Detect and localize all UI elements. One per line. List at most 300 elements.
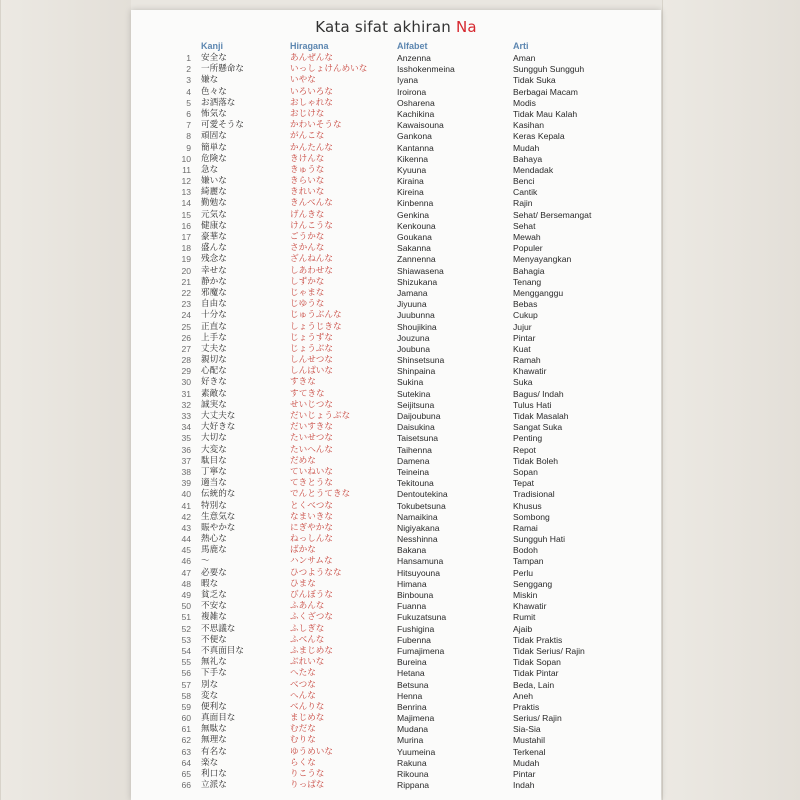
row-number: 26 — [181, 332, 191, 343]
title-main: Kata sifat akhiran — [315, 18, 451, 36]
vocab-row — [131, 713, 661, 724]
row-number: 60 — [181, 713, 191, 724]
arti-cell: Mudah — [513, 757, 540, 768]
hiragana-cell: なまいきな — [290, 511, 333, 522]
row-number: 51 — [181, 612, 191, 623]
vocab-row — [131, 243, 661, 254]
arti-cell: Tepat — [513, 478, 535, 489]
kanji-cell: 必要な — [201, 567, 227, 578]
vocab-row — [131, 176, 661, 187]
arti-cell: Penting — [513, 433, 543, 444]
kanji-cell: 豪華な — [201, 232, 227, 242]
vocab-row — [131, 467, 661, 478]
kanji-cell: 暇な — [201, 578, 219, 589]
row-number: 54 — [181, 645, 191, 656]
vocab-row — [131, 635, 661, 646]
vocab-row — [131, 98, 661, 109]
hiragana-cell: せいじつな — [290, 399, 333, 410]
row-number: 32 — [181, 399, 191, 410]
vocab-row — [131, 456, 661, 467]
hiragana-cell: かんたんな — [290, 142, 333, 153]
row-number: 7 — [186, 120, 191, 131]
alfabet-cell: Kikenna — [397, 153, 429, 164]
vocab-row — [131, 64, 661, 75]
vocab-row — [131, 187, 661, 198]
arti-cell: Tidak Mau Kalah — [513, 108, 578, 119]
hiragana-cell: ふべんな — [290, 634, 325, 645]
kanji-cell: 伝統的な — [201, 489, 236, 500]
hiragana-cell: きらいな — [290, 176, 325, 187]
alfabet-cell: Juubunna — [397, 310, 435, 321]
kanji-cell: 有名な — [201, 746, 227, 757]
kanji-cell: 綺麗な — [201, 187, 227, 198]
page-title — [131, 18, 661, 36]
arti-cell: Bebas — [513, 299, 538, 310]
vocab-row — [131, 523, 661, 534]
kanji-cell: 親切な — [201, 355, 227, 366]
vocab-row — [131, 680, 661, 691]
row-number: 45 — [181, 545, 191, 556]
vocab-row — [131, 489, 661, 500]
alfabet-cell: Isshokenmeina — [397, 64, 455, 75]
arti-cell: Mudah — [513, 142, 540, 153]
hiragana-cell: だいじょうぶな — [290, 411, 351, 421]
row-number: 4 — [186, 86, 191, 97]
row-number: 56 — [181, 668, 191, 679]
arti-cell: Aman — [513, 53, 536, 63]
vocab-row — [131, 75, 661, 86]
vocab-row — [131, 87, 661, 98]
vocab-row — [131, 221, 661, 232]
arti-cell: Sehat — [513, 220, 536, 231]
hiragana-cell: ふまじめな — [290, 645, 333, 656]
vocab-row — [131, 780, 661, 791]
arti-cell: Tidak Serius/ Rajin — [513, 645, 585, 656]
kanji-cell: 貧乏な — [201, 590, 227, 600]
header-alfabet: Alfabet — [397, 41, 428, 51]
vocab-row — [131, 322, 661, 333]
hiragana-cell: ごうかな — [290, 232, 325, 242]
kanji-cell: 頑固な — [201, 131, 227, 142]
vocab-row — [131, 501, 661, 512]
kanji-cell: 大変な — [201, 444, 227, 455]
alfabet-cell: Iroirona — [397, 86, 427, 97]
wood-plank — [662, 0, 800, 800]
kanji-cell: 盛んな — [201, 243, 227, 254]
kanji-cell: 変な — [201, 690, 219, 701]
row-number: 64 — [181, 757, 191, 768]
kanji-cell: 危険な — [201, 153, 227, 164]
alfabet-cell: Kyuuna — [397, 164, 427, 175]
alfabet-cell: Nesshinna — [397, 534, 438, 545]
row-number: 28 — [181, 355, 191, 366]
vocab-row — [131, 377, 661, 388]
wood-plank — [0, 0, 131, 800]
row-number: 48 — [181, 578, 191, 589]
hiragana-cell: ハンサムな — [290, 556, 333, 567]
vocab-row — [131, 344, 661, 355]
vocab-row — [131, 266, 661, 277]
kanji-cell: 静かな — [201, 276, 227, 287]
row-number: 49 — [181, 590, 191, 600]
row-number: 53 — [181, 634, 191, 645]
kanji-cell: 立派な — [201, 780, 227, 791]
alfabet-cell: Anzenna — [397, 53, 431, 63]
row-number: 21 — [181, 276, 191, 287]
arti-cell: Kasihan — [513, 120, 545, 131]
hiragana-cell: でんとうてきな — [290, 489, 351, 500]
row-number: 13 — [181, 187, 191, 198]
row-number: 63 — [181, 746, 191, 757]
vocab-row — [131, 601, 661, 612]
arti-cell: Pintar — [513, 769, 536, 779]
arti-cell: Ramah — [513, 355, 541, 366]
alfabet-cell: Dentoutekina — [397, 489, 448, 500]
vocab-row — [131, 165, 661, 176]
kanji-cell: 自由な — [201, 299, 227, 310]
hiragana-cell: りっぱな — [290, 780, 325, 791]
row-number: 27 — [181, 343, 191, 354]
vocab-row — [131, 400, 661, 411]
vocab-row — [131, 232, 661, 243]
arti-cell: Modis — [513, 97, 536, 108]
row-number: 17 — [181, 232, 191, 242]
hiragana-cell: じゃまな — [290, 287, 325, 298]
row-number: 40 — [181, 489, 191, 500]
row-number: 6 — [186, 108, 191, 119]
alfabet-cell: Shinsetsuna — [397, 355, 445, 366]
row-number: 1 — [186, 53, 191, 63]
kanji-cell: 元気な — [201, 209, 227, 220]
vocab-row — [131, 624, 661, 635]
vocab-row — [131, 512, 661, 523]
hiragana-cell: ふしぎな — [290, 623, 325, 634]
kanji-cell: 幸せな — [201, 265, 227, 276]
alfabet-cell: Fushigina — [397, 623, 435, 634]
paper-sheet — [131, 10, 661, 800]
row-number: 14 — [181, 198, 191, 209]
kanji-cell: 健康な — [201, 220, 227, 231]
vocab-row — [131, 568, 661, 579]
arti-cell: Ramai — [513, 522, 538, 533]
arti-cell: Tradisional — [513, 489, 555, 500]
arti-cell: Terkenal — [513, 746, 546, 757]
row-number: 46 — [181, 556, 191, 567]
hiragana-cell: あんぜんな — [290, 53, 333, 63]
arti-cell: Kuat — [513, 343, 531, 354]
kanji-cell: 別な — [201, 679, 219, 690]
vocab-row — [131, 288, 661, 299]
arti-cell: Bahaya — [513, 153, 543, 164]
alfabet-cell: Kachikina — [397, 108, 435, 119]
row-number: 23 — [181, 299, 191, 310]
row-number: 22 — [181, 287, 191, 298]
vocab-list — [131, 53, 661, 791]
hiragana-cell: じゅうぶんな — [290, 310, 342, 321]
hiragana-cell: むりな — [290, 735, 316, 746]
hiragana-cell: ねっしんな — [290, 534, 333, 545]
row-number: 42 — [181, 511, 191, 522]
header-arti: Arti — [513, 41, 529, 51]
hiragana-cell: ふくざつな — [290, 612, 333, 623]
vocab-row — [131, 389, 661, 400]
alfabet-cell: Hansamuna — [397, 556, 444, 567]
arti-cell: Tidak Masalah — [513, 411, 569, 421]
vocab-row — [131, 277, 661, 288]
alfabet-cell: Fumajimena — [397, 645, 445, 656]
vocab-row — [131, 433, 661, 444]
kanji-cell: 大好きな — [201, 422, 236, 433]
alfabet-cell: Rikouna — [397, 769, 429, 779]
arti-cell: Praktis — [513, 701, 540, 712]
arti-cell: Jujur — [513, 321, 532, 332]
row-number: 36 — [181, 444, 191, 455]
arti-cell: Serius/ Rajin — [513, 713, 562, 724]
arti-cell: Cukup — [513, 310, 538, 321]
arti-cell: Miskin — [513, 590, 538, 600]
vocab-row — [131, 411, 661, 422]
vocab-row — [131, 53, 661, 64]
row-number: 34 — [181, 422, 191, 433]
vocab-row — [131, 758, 661, 769]
kanji-cell: 便利な — [201, 701, 227, 712]
alfabet-cell: Henna — [397, 690, 423, 701]
kanji-cell: 不思議な — [201, 623, 236, 634]
hiragana-cell: ていねいな — [290, 466, 333, 477]
vocab-row — [131, 657, 661, 668]
row-number: 44 — [181, 534, 191, 545]
arti-cell: Senggang — [513, 578, 553, 589]
vocab-row — [131, 299, 661, 310]
row-number: 16 — [181, 220, 191, 231]
kanji-cell: 大丈夫な — [201, 411, 236, 421]
hiragana-cell: じょうずな — [290, 332, 333, 343]
row-number: 9 — [186, 142, 191, 153]
row-number: 5 — [186, 97, 191, 108]
alfabet-cell: Daisukina — [397, 422, 435, 433]
arti-cell: Tulus Hati — [513, 399, 552, 410]
hiragana-cell: かわいそうな — [290, 120, 342, 131]
hiragana-cell: おじけな — [290, 108, 325, 119]
arti-cell: Tidak Boleh — [513, 455, 559, 466]
alfabet-cell: Seijitsuna — [397, 399, 435, 410]
hiragana-cell: いっしょけんめいな — [290, 64, 368, 75]
arti-cell: Repot — [513, 444, 536, 455]
alfabet-cell: Sutekina — [397, 388, 431, 399]
alfabet-cell: Rippana — [397, 780, 430, 791]
arti-cell: Benci — [513, 176, 535, 187]
arti-cell: Tidak Sopan — [513, 657, 561, 668]
arti-cell: Populer — [513, 243, 543, 254]
kanji-cell: 丈夫な — [201, 343, 227, 354]
row-number: 19 — [181, 254, 191, 265]
alfabet-cell: Yuumeina — [397, 746, 436, 757]
arti-cell: Keras Kepala — [513, 131, 565, 142]
kanji-cell: 真面目な — [201, 713, 236, 724]
vocab-row — [131, 724, 661, 735]
vocab-row — [131, 702, 661, 713]
vocab-row — [131, 590, 661, 601]
kanji-cell: 嫌な — [201, 75, 219, 86]
row-number: 11 — [182, 164, 191, 175]
arti-cell: Bodoh — [513, 545, 538, 556]
hiragana-cell: しんぱいな — [290, 366, 333, 377]
arti-cell: Bagus/ Indah — [513, 388, 564, 399]
kanji-cell: 素敵な — [201, 388, 227, 399]
kanji-cell: 正直な — [201, 321, 227, 332]
alfabet-cell: Fuanna — [397, 601, 427, 612]
row-number: 58 — [181, 690, 191, 701]
alfabet-cell: Jouzuna — [397, 332, 430, 343]
vocab-row — [131, 210, 661, 221]
hiragana-cell: ふあんな — [290, 601, 325, 612]
kanji-cell: 無駄な — [201, 724, 227, 735]
vocab-row — [131, 556, 661, 567]
hiragana-cell: ゆうめいな — [290, 746, 333, 757]
alfabet-cell: Kinbenna — [397, 198, 434, 209]
alfabet-cell: Hitsuyouna — [397, 567, 440, 578]
hiragana-cell: ばかな — [290, 545, 316, 556]
hiragana-cell: ざんねんな — [290, 254, 333, 265]
alfabet-cell: Binbouna — [397, 590, 434, 600]
arti-cell: Tidak Pintar — [513, 668, 559, 679]
arti-cell: Aneh — [513, 690, 534, 701]
row-number: 15 — [181, 209, 191, 220]
vocab-row — [131, 120, 661, 131]
row-number: 59 — [181, 701, 191, 712]
kanji-cell: 複雑な — [201, 612, 227, 623]
kanji-cell: 可愛そうな — [201, 120, 244, 131]
row-number: 55 — [181, 657, 191, 668]
vocab-row — [131, 333, 661, 344]
kanji-cell: 下手な — [201, 668, 227, 679]
row-number: 52 — [181, 623, 191, 634]
kanji-cell: 安全な — [201, 53, 227, 63]
hiragana-cell: すてきな — [290, 388, 325, 399]
hiragana-cell: おしゃれな — [290, 97, 333, 108]
kanji-cell: 特別な — [201, 500, 227, 511]
row-number: 29 — [181, 366, 191, 377]
vocab-row — [131, 668, 661, 679]
kanji-cell: 簡単な — [201, 142, 227, 153]
row-number: 37 — [181, 455, 191, 466]
vocab-row — [131, 579, 661, 590]
alfabet-cell: Shizukana — [397, 276, 438, 287]
hiragana-cell: いろいろな — [290, 86, 333, 97]
row-number: 50 — [181, 601, 191, 612]
alfabet-cell: Majimena — [397, 713, 435, 724]
hiragana-cell: ひまな — [290, 578, 316, 589]
vocab-row — [131, 366, 661, 377]
kanji-cell: 馬鹿な — [201, 545, 227, 556]
row-number: 31 — [181, 388, 191, 399]
hiragana-cell: びんぼうな — [290, 590, 333, 600]
vocab-row — [131, 534, 661, 545]
kanji-cell: 上手な — [201, 332, 227, 343]
hiragana-cell: らくな — [290, 757, 316, 768]
alfabet-cell: Sakanna — [397, 243, 431, 254]
alfabet-cell: Bureina — [397, 657, 427, 668]
alfabet-cell: Himana — [397, 578, 427, 589]
kanji-cell: 賑やかな — [201, 522, 236, 533]
hiragana-cell: たいせつな — [290, 433, 333, 444]
hiragana-cell: すきな — [290, 377, 316, 388]
arti-cell: Ajaib — [513, 623, 533, 634]
row-number: 24 — [181, 310, 191, 321]
alfabet-cell: Iyana — [397, 75, 419, 86]
kanji-cell: 不真面目な — [201, 645, 244, 656]
arti-cell: Sangat Suka — [513, 422, 563, 433]
arti-cell: Sopan — [513, 466, 538, 477]
hiragana-cell: きけんな — [290, 153, 325, 164]
hiragana-cell: しあわせな — [290, 265, 333, 276]
row-number: 30 — [181, 377, 191, 388]
vocab-row — [131, 545, 661, 556]
alfabet-cell: Jamana — [397, 287, 428, 298]
row-number: 41 — [181, 500, 191, 511]
alfabet-cell: Bakana — [397, 545, 427, 556]
arti-cell: Pintar — [513, 332, 536, 343]
vocab-row — [131, 198, 661, 209]
kanji-cell: 生意気な — [201, 511, 236, 522]
kanji-cell: 丁寧な — [201, 466, 227, 477]
kanji-cell: 駄目な — [201, 455, 227, 466]
vocab-row — [131, 355, 661, 366]
alfabet-cell: Kiraina — [397, 176, 424, 187]
arti-cell: Indah — [513, 780, 535, 791]
arti-cell: Sungguh Sungguh — [513, 64, 585, 75]
kanji-cell: ～ — [201, 556, 210, 567]
alfabet-cell: Shoujikina — [397, 321, 437, 332]
hiragana-cell: けんこうな — [290, 220, 333, 231]
alfabet-cell: Osharena — [397, 97, 435, 108]
row-number: 38 — [181, 466, 191, 477]
arti-cell: Berbagai Macam — [513, 86, 578, 97]
arti-cell: Tidak Suka — [513, 75, 556, 86]
hiragana-cell: だいすきな — [290, 422, 333, 433]
alfabet-cell: Genkina — [397, 209, 430, 220]
hiragana-cell: むだな — [290, 724, 316, 735]
kanji-cell: 好きな — [201, 377, 227, 388]
hiragana-cell: がんこな — [290, 131, 325, 142]
kanji-cell: お洒落な — [201, 97, 236, 108]
hiragana-cell: まじめな — [290, 713, 325, 724]
hiragana-cell: へんな — [290, 690, 316, 701]
hiragana-cell: いやな — [290, 75, 316, 86]
alfabet-cell: Namaikina — [397, 511, 438, 522]
kanji-cell: 不便な — [201, 634, 227, 645]
arti-cell: Khawatir — [513, 366, 547, 377]
alfabet-cell: Goukana — [397, 232, 432, 242]
kanji-cell: 無礼な — [201, 657, 227, 668]
kanji-cell: 急な — [201, 164, 219, 175]
vocab-row — [131, 747, 661, 758]
vocab-row — [131, 445, 661, 456]
kanji-cell: 嫌いな — [201, 176, 227, 187]
row-number: 8 — [186, 131, 191, 142]
arti-cell: Sehat/ Bersemangat — [513, 209, 592, 220]
alfabet-cell: Shinpaina — [397, 366, 436, 377]
hiragana-cell: きれいな — [290, 187, 325, 198]
row-number: 33 — [181, 411, 191, 421]
arti-cell: Mengganggu — [513, 287, 564, 298]
alfabet-cell: Kireina — [397, 187, 424, 198]
kanji-cell: 色々な — [201, 86, 227, 97]
alfabet-cell: Zannenna — [397, 254, 436, 265]
kanji-cell: 誠実な — [201, 399, 227, 410]
arti-cell: Tidak Praktis — [513, 634, 563, 645]
alfabet-cell: Tekitouna — [397, 478, 434, 489]
